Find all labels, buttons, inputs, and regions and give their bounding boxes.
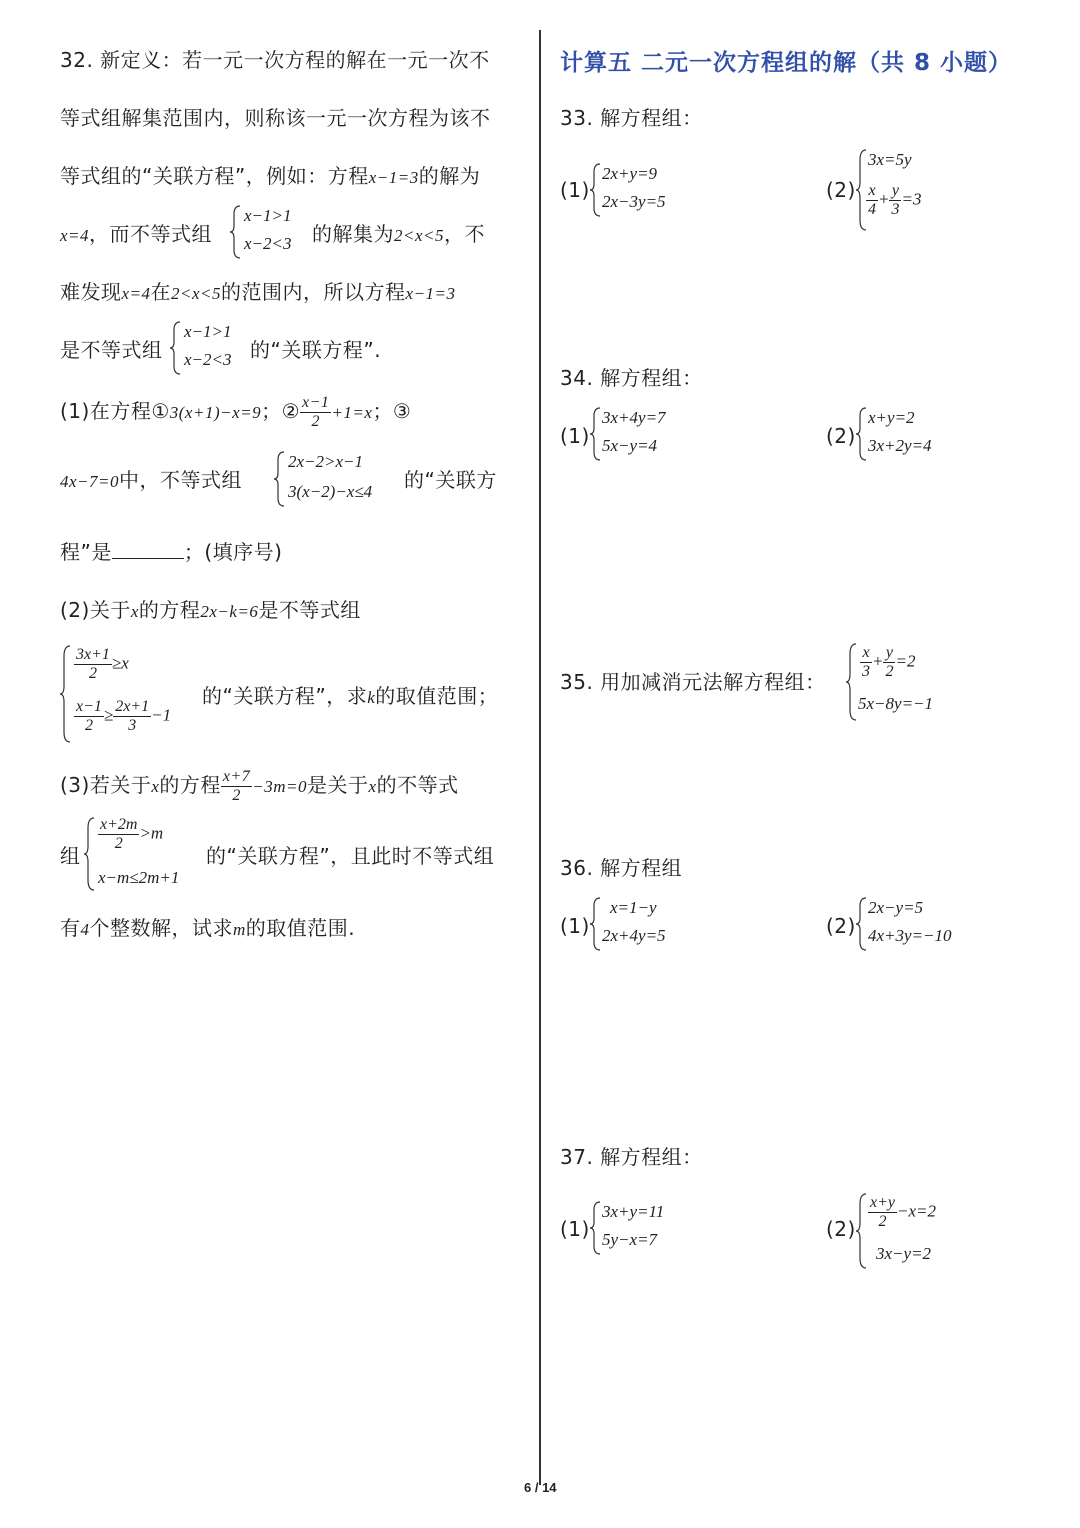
p33-system-1: 2x+y=9 2x−3y=5 <box>590 162 700 218</box>
brace-icon <box>590 896 602 952</box>
p36-part2-label: (2) <box>826 914 856 938</box>
fraction: $\frac{x+7}{2}$ <box>222 768 251 804</box>
p32-q3-line-2: 的“关联方程”，且此时不等式组 <box>206 844 495 868</box>
fraction: $\frac{x}{4}$ <box>868 182 876 218</box>
brace-icon <box>84 816 96 892</box>
p34-title: 34. 解方程组： <box>560 366 703 390</box>
p32-line-2: 等式组解集范围内，则称该一元一次方程为该不 <box>60 106 491 130</box>
p32-q1-system: 2x−2>x−1 3(x−2)−x≤4 <box>274 450 404 508</box>
p37-part1-label: (1) <box>560 1217 590 1241</box>
p32-line-3: 等式组的“关联方程”，例如：方程x−1=3的解为 <box>60 164 481 188</box>
p32-q3-system: $\frac{x+2m}{2}$ >m x−m≤2m+1 <box>84 816 214 892</box>
p33-title: 33. 解方程组： <box>560 106 703 130</box>
p32-q3-zu: 组 <box>60 844 81 868</box>
fraction: $\frac{y}{2}$ <box>885 644 894 680</box>
brace-icon <box>590 162 602 218</box>
p37-system-1: 3x+y=11 5y−x=7 <box>590 1200 700 1256</box>
column-divider <box>539 30 541 1485</box>
fraction: $\frac{y}{3}$ <box>891 182 900 218</box>
fraction: $\frac{x}{3}$ <box>862 644 870 680</box>
p32-line-5: 难发现x=4在2<x<5的范围内，所以方程x−1=3 <box>60 280 456 304</box>
p36-title: 36. 解方程组 <box>560 856 683 880</box>
p36-part1-label: (1) <box>560 914 590 938</box>
p32-line-4b: 的解集为2<x<5，不 <box>312 222 485 246</box>
p32-q3-line: (3)若关于x的方程 $\frac{x+7}{2}$ −3m=0是关于x的不等式 <box>60 768 459 804</box>
section-heading: 计算五 二元一次方程组的解（共 8 小题） <box>560 50 1013 76</box>
p36-system-1: x=1−y 2x+4y=5 <box>590 896 700 952</box>
p32-q2-line-2: 的“关联方程”，求k的取值范围； <box>202 684 499 708</box>
p35-title: 35. 用加减消元法解方程组： <box>560 670 826 694</box>
fraction: $\frac{x+2m}{2}$ <box>100 816 138 852</box>
p37-system-2: $\frac{x+y}{2}$ −x=2 3x−y=2 <box>856 1192 986 1270</box>
page-number: 6 / 14 <box>524 1480 557 1495</box>
brace-icon <box>856 1192 868 1270</box>
fraction: $\frac{x-1}{2}$ <box>302 394 330 430</box>
brace-icon <box>590 406 602 462</box>
p32-example-system: x−1>1 x−2<3 <box>230 204 310 260</box>
p34-system-1: 3x+4y=7 5x−y=4 <box>590 406 700 462</box>
brace-icon <box>60 644 72 744</box>
p32-line-4a: x=4，而不等式组 <box>60 222 213 246</box>
answer-blank[interactable] <box>112 540 184 559</box>
p32-q2-system: $\frac{3x+1}{2}$ ≥x $\frac{x-1}{2}$ ≥ $\frac{2x+1}{3}$ −1 <box>60 644 210 744</box>
p37-title: 37. 解方程组： <box>560 1145 703 1169</box>
fraction: $\frac{2x+1}{3}$ <box>115 698 150 734</box>
fraction: $\frac{3x+1}{2}$ <box>76 646 110 682</box>
brace-icon <box>590 1200 602 1256</box>
p32-example-system-2: x−1>1 x−2<3 <box>170 320 250 376</box>
brace-icon <box>846 642 858 722</box>
p32-line-1: 32. 新定义：若一元一次方程的解在一元一次不 <box>60 48 490 72</box>
p34-system-2: x+y=2 3x+2y=4 <box>856 406 966 462</box>
p33-part2-label: (2) <box>826 178 856 202</box>
p32-q3-line-3: 有4个整数解，试求m的取值范围. <box>60 916 356 940</box>
p37-part2-label: (2) <box>826 1217 856 1241</box>
p33-system-2: 3x=5y $\frac{x}{4}$ + $\frac{y}{3}$ =3 <box>856 148 966 232</box>
p34-part2-label: (2) <box>826 424 856 448</box>
p32-q1-line-2a: 4x−7=0中，不等式组 <box>60 468 242 492</box>
brace-icon <box>856 896 868 952</box>
p33-part1-label: (1) <box>560 178 590 202</box>
p32-q1-line: (1)在方程①3(x+1)−x=9；② $\frac{x-1}{2}$ +1=x；③ <box>60 394 412 430</box>
brace-icon <box>230 204 242 260</box>
p32-q2-line: (2)关于x的方程2x−k=6是不等式组 <box>60 598 361 622</box>
brace-icon <box>856 406 868 462</box>
p32-q1-line-3: 程”是 ；(填序号) <box>60 540 283 564</box>
p32-line-6b: 的“关联方程”. <box>250 338 382 362</box>
fraction: $\frac{x+y}{2}$ <box>870 1194 895 1230</box>
p32-line-6a: 是不等式组 <box>60 338 163 362</box>
p36-system-2: 2x−y=5 4x+3y=−10 <box>856 896 986 952</box>
p35-system: $\frac{x}{3}$ + $\frac{y}{2}$ =2 5x−8y=−1 <box>846 642 966 722</box>
fraction: $\frac{x-1}{2}$ <box>76 698 102 734</box>
p32-q1-line-2b: 的“关联方 <box>404 468 497 492</box>
brace-icon <box>170 320 182 376</box>
brace-icon <box>274 450 286 508</box>
p34-part1-label: (1) <box>560 424 590 448</box>
